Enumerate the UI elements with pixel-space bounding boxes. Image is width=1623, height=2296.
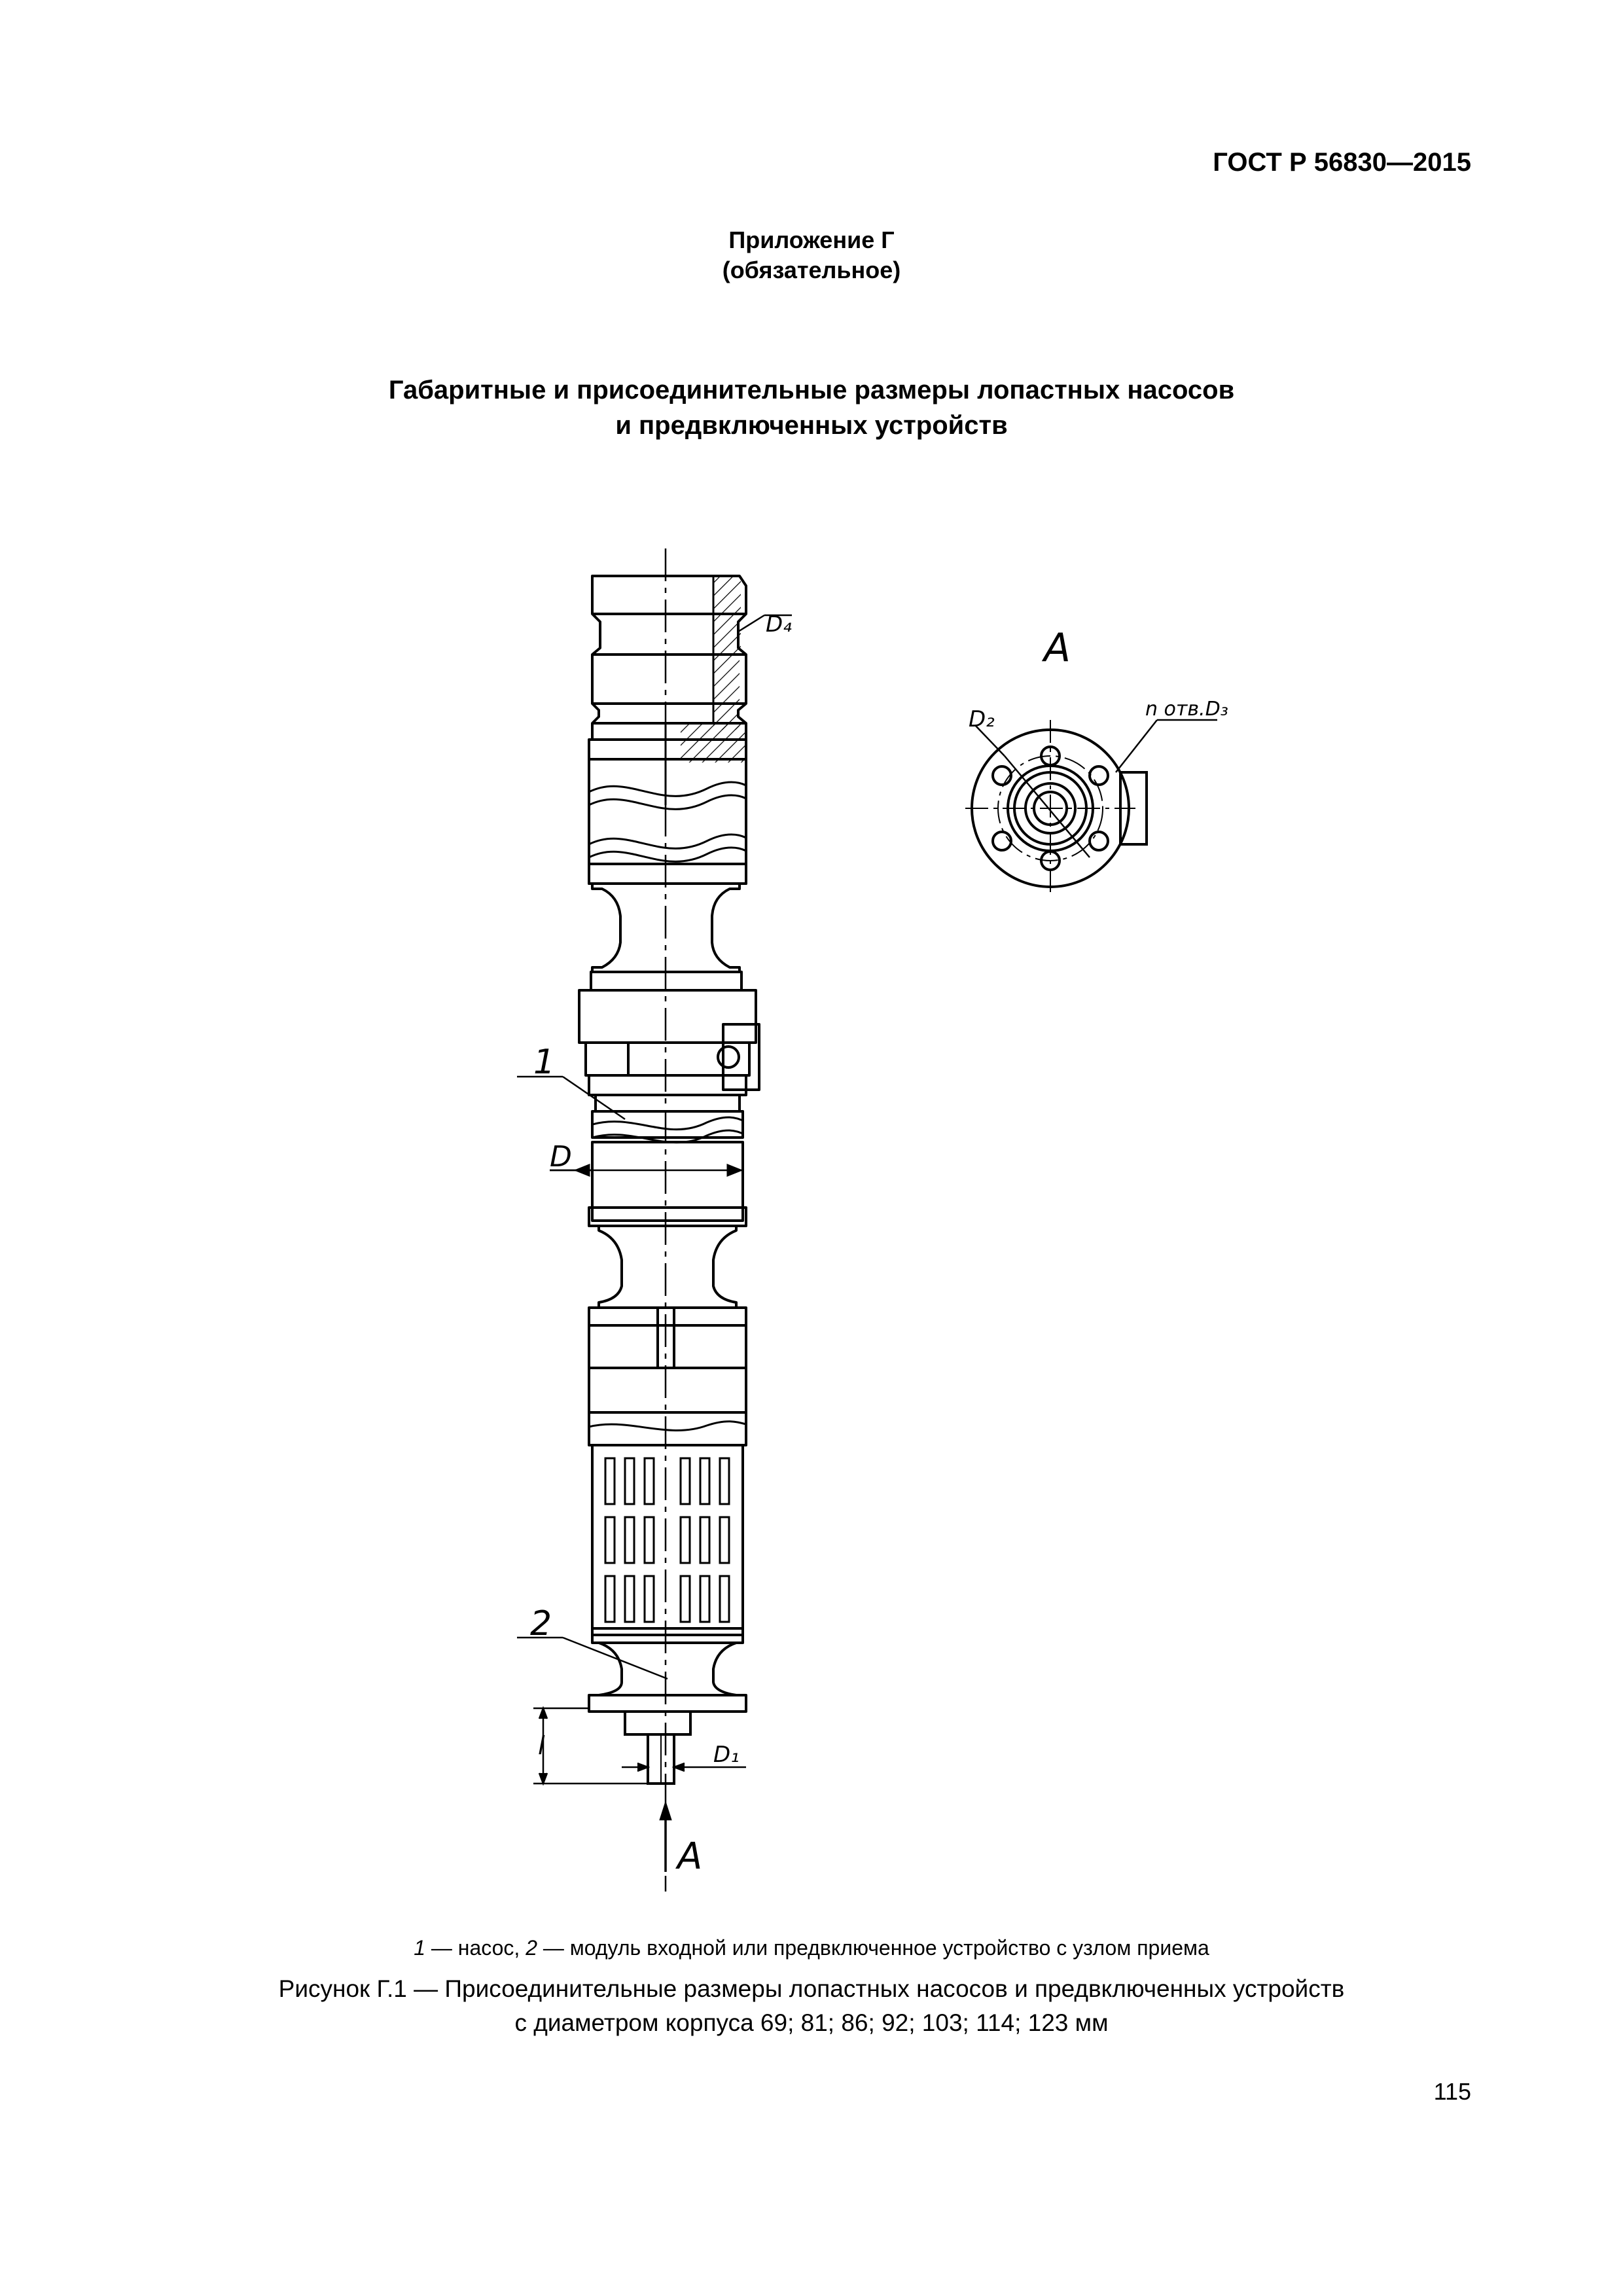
legend-text-1: — насос, <box>425 1936 526 1960</box>
view-label: A <box>1044 625 1071 671</box>
legend-num-1: 1 <box>414 1936 425 1960</box>
screen-slot <box>645 1517 654 1563</box>
appendix-type: (обязательное) <box>722 257 901 283</box>
l-label: l <box>538 1731 545 1760</box>
screen-slot <box>720 1517 729 1563</box>
screen-slot <box>605 1458 615 1504</box>
figure-legend <box>0 1936 1623 1960</box>
screen-slot <box>681 1517 690 1563</box>
screen-slot <box>720 1458 729 1504</box>
heading-line-2: и предвключенных устройств <box>615 411 1008 440</box>
legend-num-2: 2 <box>526 1936 537 1960</box>
legend-text-2: — модуль входной или предвключенное устройство с узлом приема <box>537 1936 1209 1960</box>
standard-number: ГОСТ Р 56830—2015 <box>1213 148 1471 177</box>
screen-slot <box>720 1576 729 1622</box>
screen-slot <box>681 1458 690 1504</box>
figure-caption-line-2: с диаметром корпуса 69; 81; 86; 92; 103; 114; 123 мм <box>514 2009 1109 2036</box>
appendix-title: Приложение Г <box>728 226 895 253</box>
holes-label: n отв.D₃ <box>1145 698 1228 721</box>
d-label: D <box>550 1140 572 1174</box>
screen-slot <box>625 1517 634 1563</box>
screen-slot <box>605 1576 615 1622</box>
d4-label: D₄ <box>766 611 792 637</box>
d1-label: D₁ <box>713 1742 740 1768</box>
heading-line-1: Габаритные и присоединительные размеры лопастных насосов <box>388 376 1235 404</box>
screen-slot <box>681 1576 690 1622</box>
intake-screen-slots <box>605 1458 729 1622</box>
item-2-label: 2 <box>530 1604 552 1643</box>
item-1-label: 1 <box>533 1043 556 1082</box>
view-a-flange <box>965 720 1217 897</box>
pump-section <box>579 972 759 1226</box>
screen-slot <box>625 1576 634 1622</box>
screen-slot <box>700 1576 709 1622</box>
screen-slot <box>645 1576 654 1622</box>
lower-neck <box>599 1226 736 1308</box>
arrow-a-label: A <box>677 1835 703 1878</box>
screen-slot <box>645 1458 654 1504</box>
screen-slot <box>700 1517 709 1563</box>
shaft-end <box>625 1712 690 1784</box>
discharge-head <box>589 576 746 884</box>
figure-caption-line-1: Рисунок Г.1 — Присоединительные размеры лопастных насосов и предвключенных устройств <box>278 1975 1345 2002</box>
screen-slot <box>700 1458 709 1504</box>
page-number: 115 <box>1433 2078 1471 2105</box>
intake-module <box>589 1308 746 1712</box>
screen-slot <box>625 1458 634 1504</box>
screen-slot <box>605 1517 615 1563</box>
d2-label: D₂ <box>969 706 995 732</box>
